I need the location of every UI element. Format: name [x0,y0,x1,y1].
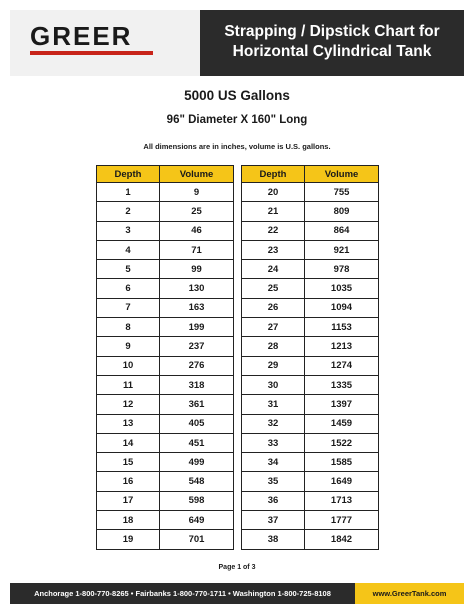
depth-cell: 29 [242,356,305,375]
volume-cell: 649 [160,511,234,530]
table-row [97,202,234,221]
depth-cell: 7 [97,298,160,317]
depth-cell: 20 [242,183,305,202]
depth-cell: 16 [97,472,160,491]
table-row [97,183,234,202]
volume-cell: 1397 [305,395,379,414]
volume-cell: 237 [160,337,234,356]
volume-cell: 405 [160,414,234,433]
volume-cell: 499 [160,453,234,472]
depth-cell: 22 [242,221,305,240]
depth-cell: 32 [242,414,305,433]
depth-cell: 10 [97,356,160,375]
volume-cell: 199 [160,318,234,337]
table-row [242,221,379,240]
depth-cell: 3 [97,221,160,240]
volume-header: Volume [160,166,234,183]
chart-title-line1: Strapping / Dipstick Chart for [224,23,440,40]
volume-cell: 25 [160,202,234,221]
depth-cell: 24 [242,260,305,279]
depth-cell: 31 [242,395,305,414]
table-row [97,240,234,259]
volume-cell: 1153 [305,318,379,337]
volume-cell: 921 [305,240,379,259]
depth-volume-table-left [96,165,234,550]
volume-cell: 1522 [305,433,379,452]
depth-cell: 17 [97,491,160,510]
table-row [97,318,234,337]
table-row [97,472,234,491]
volume-cell: 1459 [305,414,379,433]
table-row [242,491,379,510]
table-row [242,433,379,452]
volume-cell: 9 [160,183,234,202]
depth-header: Depth [242,166,305,183]
depth-cell: 21 [242,202,305,221]
table-row [97,414,234,433]
units-note: All dimensions are in inches, volume is U.S. gallons. [143,142,331,151]
depth-cell: 1 [97,183,160,202]
depth-cell: 4 [97,240,160,259]
volume-cell: 1035 [305,279,379,298]
table-row [97,530,234,549]
volume-cell: 1213 [305,337,379,356]
volume-cell: 1713 [305,491,379,510]
footer-contacts: Anchorage 1-800-770-8265 • Fairbanks 1-800-770-1711 • Washington 1-800-725-8108 [34,589,331,598]
website-link[interactable]: www.GreerTank.com [372,589,447,598]
depth-cell: 36 [242,491,305,510]
table-row [97,298,234,317]
volume-cell: 99 [160,260,234,279]
table-header-row [242,166,379,183]
depth-cell: 23 [242,240,305,259]
table-row [242,240,379,259]
depth-cell: 34 [242,453,305,472]
volume-cell: 1094 [305,298,379,317]
volume-cell: 276 [160,356,234,375]
depth-header: Depth [97,166,160,183]
volume-cell: 130 [160,279,234,298]
table-row [242,318,379,337]
depth-cell: 28 [242,337,305,356]
volume-cell: 1585 [305,453,379,472]
volume-cell: 701 [160,530,234,549]
table-row [97,395,234,414]
depth-cell: 11 [97,375,160,394]
table-row [242,395,379,414]
volume-cell: 361 [160,395,234,414]
tank-capacity: 5000 US Gallons [184,88,290,103]
table-row [242,202,379,221]
volume-cell: 1335 [305,375,379,394]
depth-cell: 2 [97,202,160,221]
volume-cell: 1274 [305,356,379,375]
table-row [242,453,379,472]
table-row [97,221,234,240]
depth-cell: 37 [242,511,305,530]
volume-header: Volume [305,166,379,183]
table-row [242,511,379,530]
tank-dimensions: 96" Diameter X 160" Long [166,114,308,126]
depth-cell: 14 [97,433,160,452]
page-number: Page 1 of 3 [218,564,256,571]
depth-cell: 30 [242,375,305,394]
depth-cell: 26 [242,298,305,317]
depth-cell: 27 [242,318,305,337]
table-row [242,298,379,317]
table-row [97,433,234,452]
chart-title [200,22,464,62]
volume-cell: 755 [305,183,379,202]
table-row [242,414,379,433]
table-row [97,337,234,356]
table-row [242,337,379,356]
depth-cell: 38 [242,530,305,549]
volume-cell: 163 [160,298,234,317]
depth-cell: 35 [242,472,305,491]
table-row [242,356,379,375]
table-row [97,356,234,375]
table-row [97,375,234,394]
volume-cell: 978 [305,260,379,279]
volume-cell: 548 [160,472,234,491]
depth-cell: 5 [97,260,160,279]
page-header [0,0,474,76]
table-row [242,183,379,202]
table-row [242,260,379,279]
volume-cell: 46 [160,221,234,240]
volume-cell: 71 [160,240,234,259]
depth-cell: 33 [242,433,305,452]
table-row [242,472,379,491]
volume-cell: 598 [160,491,234,510]
depth-cell: 8 [97,318,160,337]
table-row [97,279,234,298]
table-row [242,279,379,298]
greer-logo: GREER [30,21,133,51]
depth-cell: 18 [97,511,160,530]
depth-volume-table-right [241,165,379,550]
depth-cell: 19 [97,530,160,549]
table-row [242,530,379,549]
depth-cell: 15 [97,453,160,472]
depth-cell: 9 [97,337,160,356]
depth-cell: 6 [97,279,160,298]
volume-cell: 1842 [305,530,379,549]
table-row [97,511,234,530]
table-header-row [97,166,234,183]
depth-cell: 12 [97,395,160,414]
volume-cell: 318 [160,375,234,394]
volume-cell: 451 [160,433,234,452]
chart-title-line2: Horizontal Cylindrical Tank [232,43,432,60]
table-row [97,453,234,472]
volume-cell: 1777 [305,511,379,530]
volume-cell: 1649 [305,472,379,491]
table-row [97,491,234,510]
depth-cell: 25 [242,279,305,298]
logo-underline [30,51,153,55]
table-row [242,375,379,394]
volume-cell: 809 [305,202,379,221]
depth-cell: 13 [97,414,160,433]
volume-cell: 864 [305,221,379,240]
table-row [97,260,234,279]
